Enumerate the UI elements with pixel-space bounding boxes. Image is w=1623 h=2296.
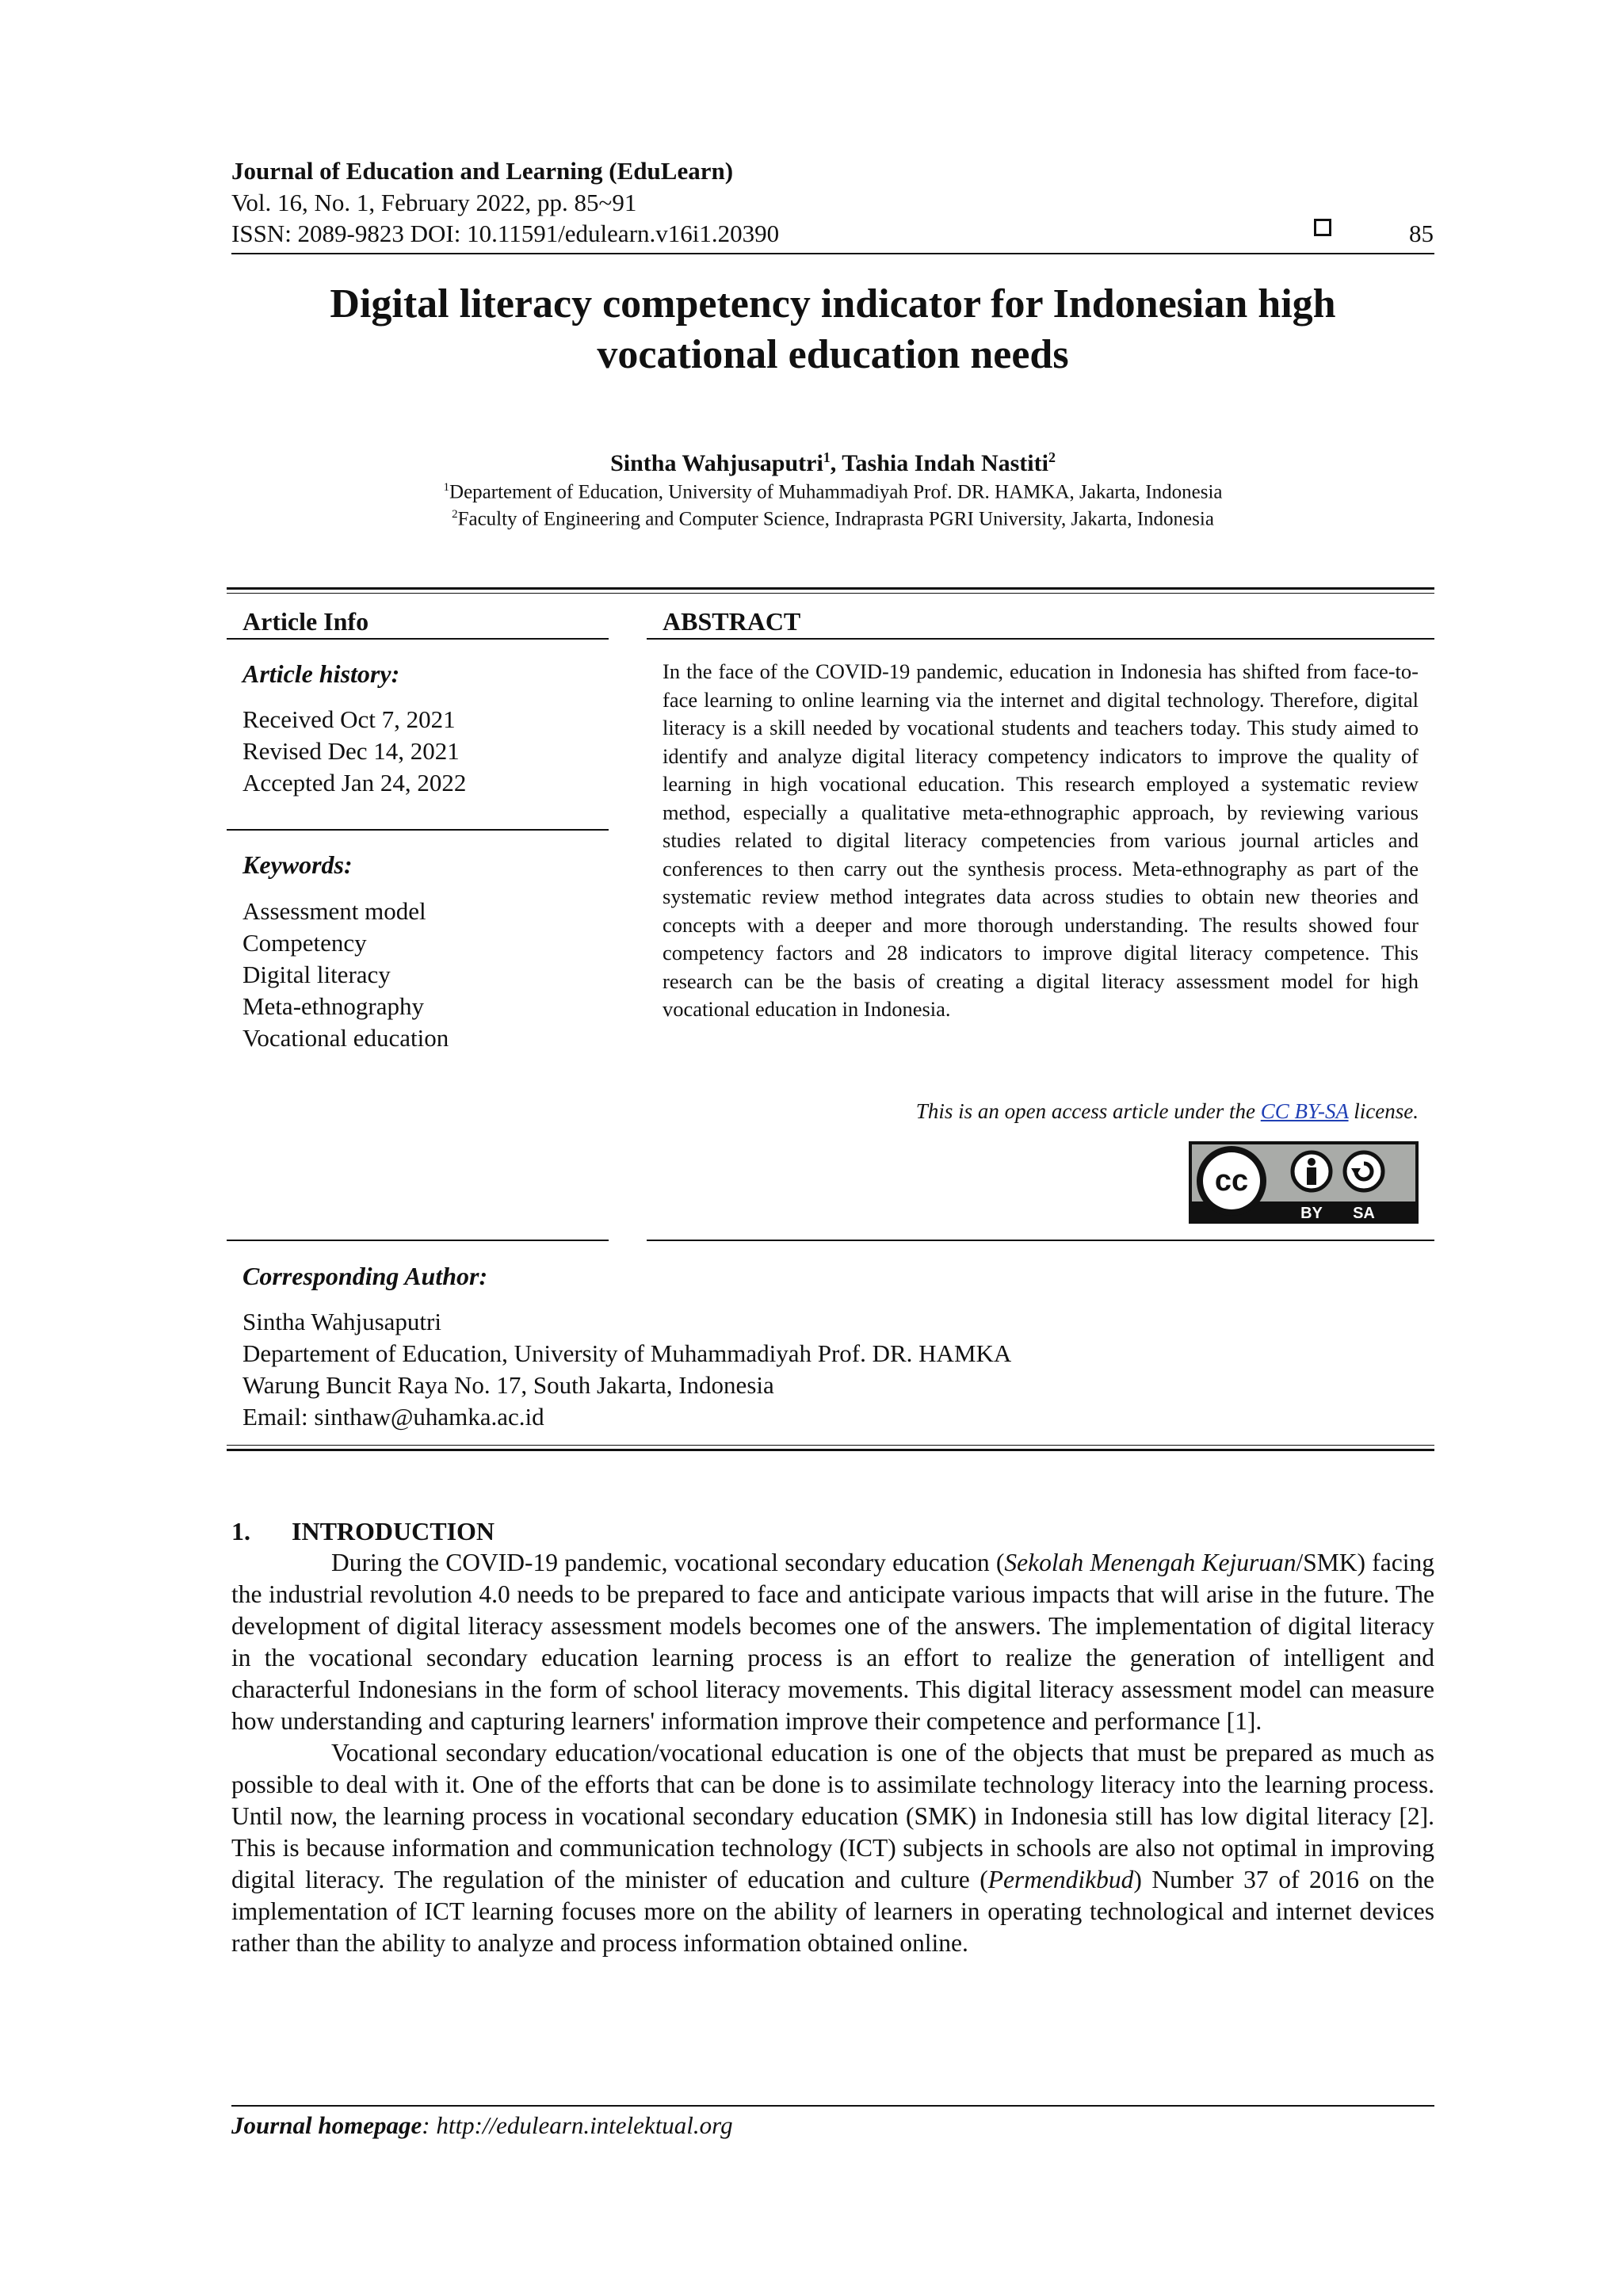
p1-italic-term: Sekolah Menengah Kejuruan (1004, 1549, 1296, 1576)
checkbox-square-icon (1314, 219, 1331, 236)
paper-title (231, 279, 1434, 380)
section-title: INTRODUCTION (292, 1517, 495, 1545)
corresponding-department: Departement of Education, University of Muhammadiyah Prof. DR. HAMKA (242, 1339, 1012, 1367)
abstract-text: In the face of the COVID-19 pandemic, education in Indonesia has shifted from face-to-face learning to online learning via the internet and digital technology. Therefore, digital literacy is a skill needed by vocational students and teachers today. This study aimed to identify and analyze digital literacy competency indicators to improve the quality of learning in high vocational education. This research employed a systematic review method, especially a qualitative meta-ethnographic approach, by reviewing various studies related to digital literacy competencies from various journal articles and conferences to then carry out the synthesis process. Meta-ethnography as part of the systematic review method integrates data across studies to obtain new theories and concepts with a deeper and more thorough understanding. The results showed four competency factors and 28 indicators to improve digital literacy competence. This research can be the basis of creating a digital literacy assessment model for high vocational education in Indonesia. (663, 659, 1419, 1021)
article-info-bottom-rule (227, 1240, 609, 1241)
corresponding-author-label: Corresponding Author: (242, 1262, 488, 1290)
cc-by-sa-link[interactable]: CC BY-SA (1260, 1099, 1349, 1123)
homepage-url[interactable]: : http://edulearn.intelektual.org (422, 2111, 733, 2139)
introduction-heading (231, 1515, 495, 1547)
title-line-2: vocational education needs (597, 332, 1069, 377)
abstract-heading: ABSTRACT (663, 607, 801, 636)
affiliation-2-mark: 2 (452, 508, 458, 521)
author-1: Sintha Wahjusaputri (610, 450, 823, 476)
keyword-item: Meta-ethnography (242, 992, 424, 1020)
corresponding-name: Sintha Wahjusaputri (242, 1308, 441, 1335)
corresponding-author-details (242, 1306, 1431, 1433)
author-2-affiliation-mark: 2 (1048, 449, 1056, 465)
abstract-bottom-rule (647, 1240, 1434, 1241)
page-number: 85 (1409, 220, 1434, 247)
affiliation-2 (231, 501, 1434, 533)
p2-italic-term: Permendikbud (987, 1866, 1134, 1893)
article-history (242, 704, 599, 799)
info-box-top-rule-thin (227, 593, 1434, 594)
footer-rule (231, 2105, 1434, 2107)
accepted-date: Accepted Jan 24, 2022 (242, 769, 467, 797)
info-box-top-rule (227, 587, 1434, 590)
keyword-item: Vocational education (242, 1024, 449, 1052)
info-box-bottom-rule-thin (227, 1445, 1434, 1446)
corresponding-email: Email: sinthaw@uhamka.ac.id (242, 1403, 544, 1431)
header-rule (231, 253, 1434, 254)
abstract-heading-rule (647, 638, 1434, 640)
p1-text-b: /SMK) facing the industrial revolution 4.0 needs to be prepared to face and anticipate various impacts that will arise in the future. The development of digital literacy assessment models becomes one of the answers. The implementation of digital literacy in the vocational secondary education learning process is an effort to realize the generation of intelligent and characterful Indonesians in the form of school literacy movements. This digital literacy assessment model can measure how understanding and capturing learners' information improve their competence and performance [1]. (231, 1549, 1435, 1735)
affiliation-1-mark: 1 (443, 481, 450, 494)
author-separator: , (830, 450, 842, 476)
license-prefix: This is an open access article under the (915, 1099, 1261, 1123)
journal-volume: Vol. 16, No. 1, February 2022, pp. 85~91 (231, 189, 637, 216)
p2-text-a: Vocational secondary education/vocational education is one of the objects that must be prepared as much as possible to deal with it. One of the efforts that can be done is to assimilate technology literacy into the learning process. Until now, the learning process in vocational secondary education (SMK) in Indonesia still has low digital literacy [2]. This is because information and communication technology (ICT) subjects in schools are also not optimal in improving digital literacy. The regulation of the minister of education and culture ( (231, 1739, 1434, 1893)
introduction-paragraph-2 (231, 1737, 1434, 1959)
article-history-label: Article history: (242, 659, 400, 688)
affiliation-2-text: Faculty of Engineering and Computer Science, Indraprasta PGRI University, Jakarta, Indonesia (457, 508, 1214, 530)
received-date: Received Oct 7, 2021 (242, 705, 456, 733)
corresponding-address: Warung Buncit Raya No. 17, South Jakarta, Indonesia (242, 1371, 774, 1399)
author-1-affiliation-mark: 1 (823, 449, 831, 465)
journal-name: Journal of Education and Learning (EduLearn) (231, 157, 734, 185)
keyword-item: Competency (242, 929, 367, 957)
revised-date: Revised Dec 14, 2021 (242, 737, 460, 765)
section-number: 1. (231, 1517, 250, 1545)
keyword-item: Assessment model (242, 897, 426, 925)
info-box-bottom-rule (227, 1449, 1434, 1451)
license-suffix: license. (1348, 1099, 1419, 1123)
title-line-1: Digital literacy competency indicator for Indonesian high (330, 281, 1336, 327)
badge-by-label: BY (1300, 1205, 1323, 1222)
p1-text-a: During the COVID-19 pandemic, vocational secondary education ( (331, 1549, 1005, 1576)
cc-badge-graphic (1189, 1141, 1419, 1224)
by-person-icon (1293, 1152, 1331, 1190)
license-statement (663, 1097, 1419, 1125)
journal-issn-doi: ISSN: 2089-9823 DOI: 10.11591/edulearn.v16i1.20390 (231, 220, 780, 247)
p2-text-b: ) Number 37 of 2016 on the implementation of ICT learning focuses more on the ability of learners in operating technological and internet devices rather than the ability to analyze and process information obtained online. (231, 1866, 1434, 1957)
article-info-heading-rule (227, 638, 609, 640)
cc-icon-text: cc (1214, 1164, 1249, 1198)
cc-by-sa-badge[interactable] (1189, 1141, 1419, 1224)
introduction-body (231, 1547, 1434, 1959)
keywords-list (242, 896, 599, 1054)
keywords-divider (227, 829, 609, 831)
badge-sa-label: SA (1353, 1205, 1375, 1222)
journal-homepage (231, 2110, 733, 2141)
homepage-label: Journal homepage (231, 2111, 422, 2139)
introduction-paragraph-1 (231, 1547, 1434, 1737)
affiliation-1-text: Departement of Education, University of Muhammadiyah Prof. DR. HAMKA, Jakarta, Indonesia (449, 481, 1223, 503)
keyword-item: Digital literacy (242, 961, 391, 988)
article-info-heading: Article Info (242, 607, 369, 636)
keywords-label: Keywords: (242, 850, 353, 879)
sa-share-alike-icon (1345, 1152, 1383, 1190)
author-2: Tashia Indah Nastiti (842, 450, 1048, 476)
